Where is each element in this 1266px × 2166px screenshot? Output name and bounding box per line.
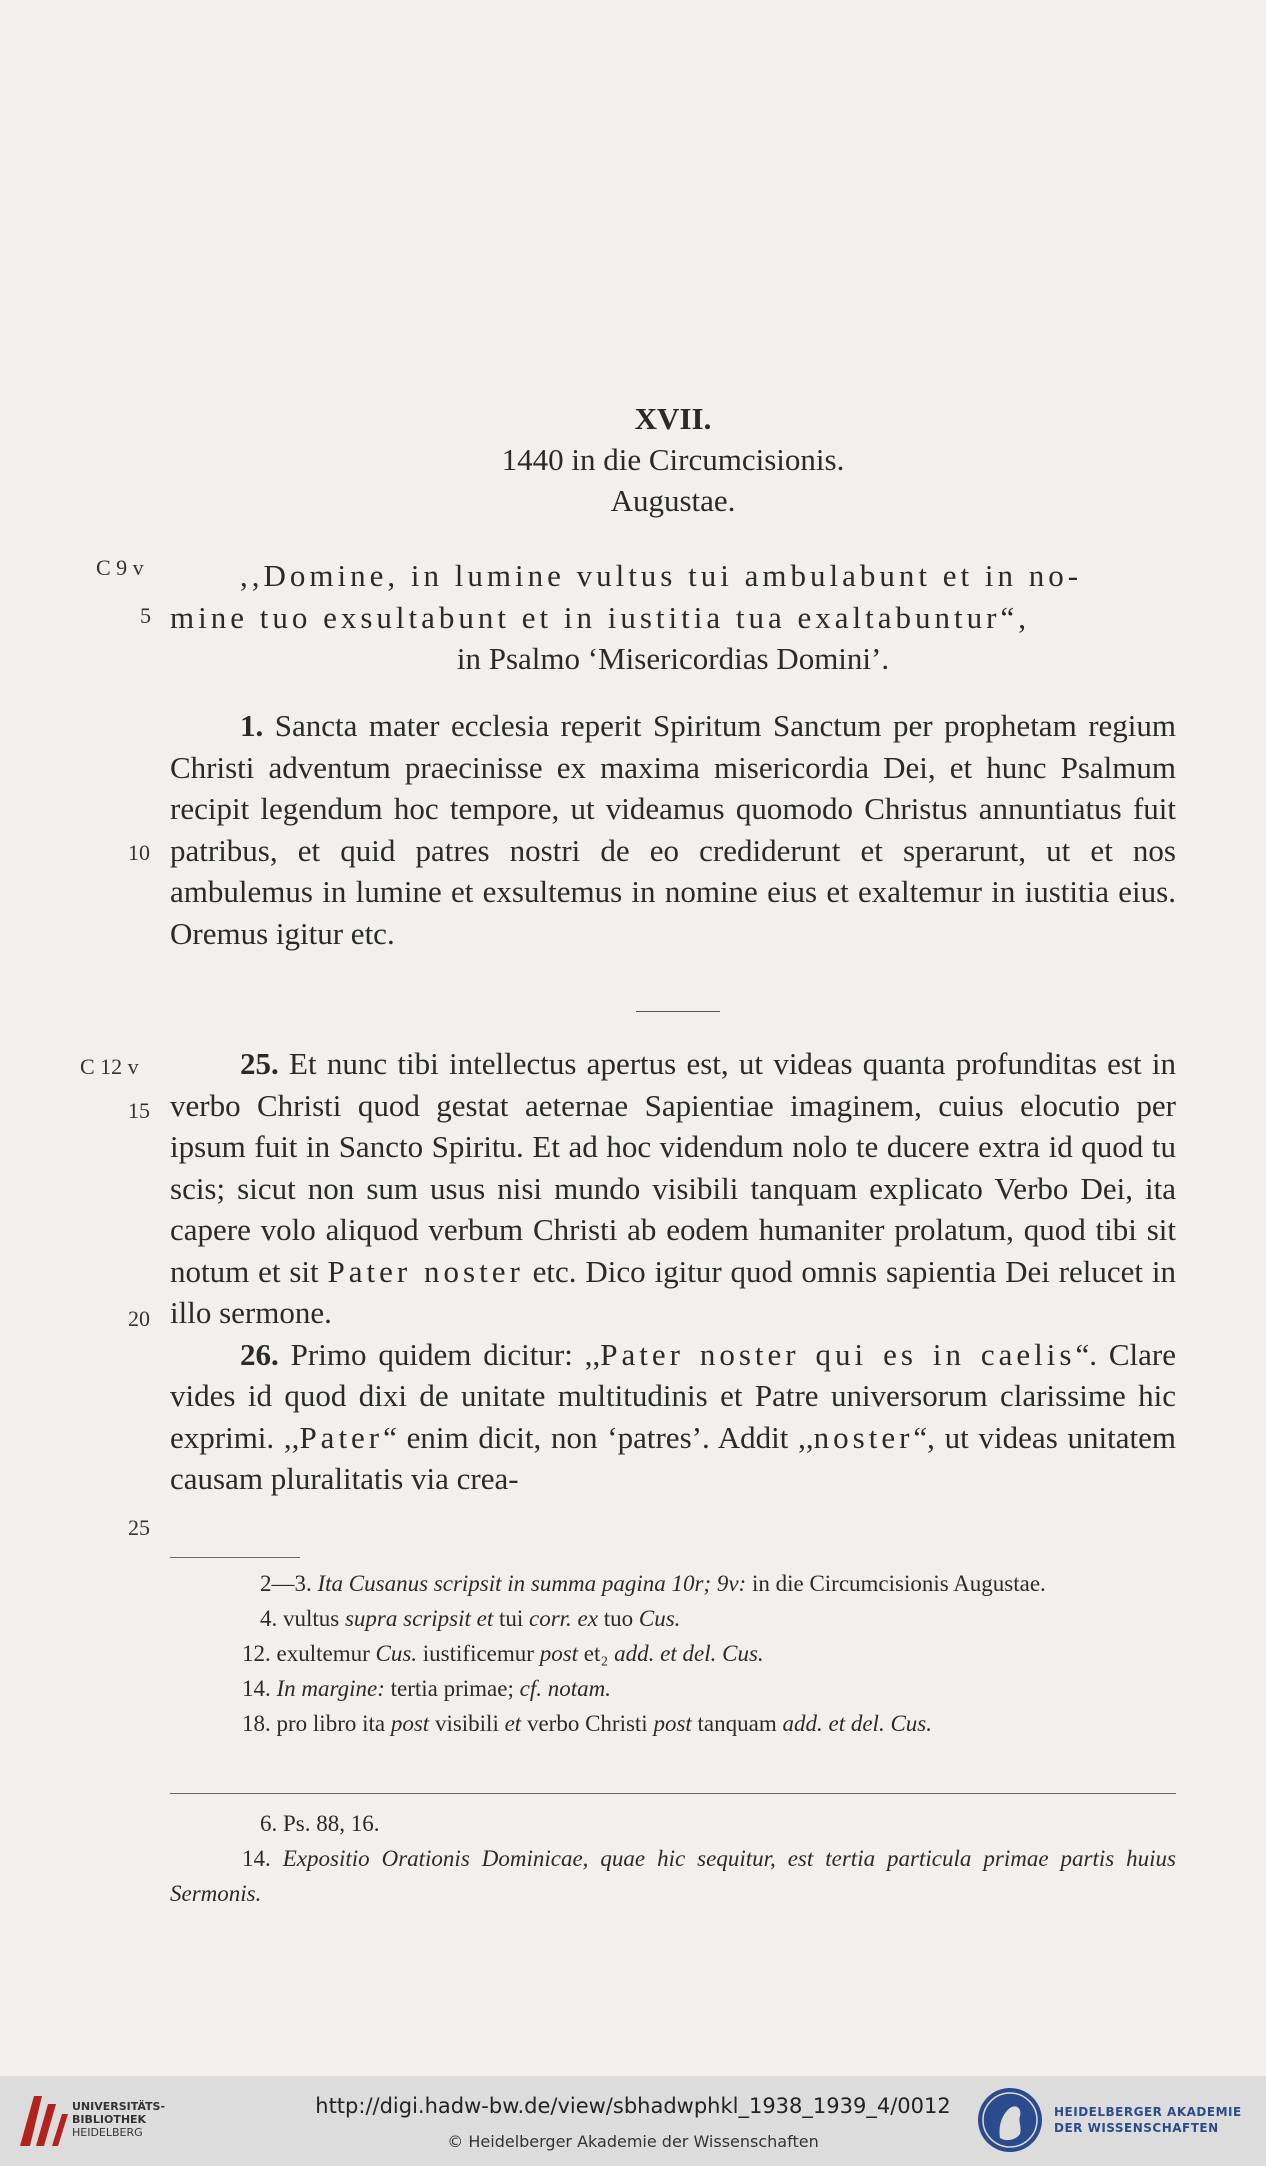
note-text: tertia primae; [390, 1676, 514, 1701]
margin-ref-c9v: C 9 v [96, 555, 144, 580]
paragraph-text: Primo quidem dicitur: ,, [290, 1336, 601, 1372]
margin-ref-c12v: C 12 v [80, 1054, 139, 1079]
note-italic: Cus. [375, 1641, 418, 1666]
ub-line: HEIDELBERG [72, 2126, 143, 2139]
paragraph-text: etc. Dico igitur quod omnis sapientia Dei relucet in illo sermone. [170, 1253, 1176, 1330]
note-text: tui [498, 1606, 524, 1631]
note-label: 2—3. [260, 1571, 312, 1596]
note-italic: Cus. [638, 1606, 681, 1631]
line-number-5: 5 [140, 603, 151, 628]
note-italic: Expositio Orationis Dominicae, quae hic sequitur, est tertia particula primae partis huius Sermonis. [170, 1846, 1177, 1906]
note-line [170, 1636, 1176, 1671]
spaced-phrase: Pater noster qui es in caelis [600, 1336, 1076, 1372]
paragraph-text: Sancta mater ecclesia reperit Spiritum Sanctum per prophetam regium Christi adventum praecinisse ex maxima misericordia Dei, et hunc Psalmum recipit legendum hoc tempore, ut videamus quomodo Christus annuntiatus fuit patribus, et quid patres nostri de eo crediderunt et sperarunt, ut et nos ambulemus in lumine et exsultemus in nomine eius et exaltemur in iustitia eius. Oremus igitur etc. [170, 708, 1176, 951]
section-heading [170, 398, 1176, 521]
note-line [170, 1566, 1176, 1601]
theme-quotation [170, 555, 1176, 680]
note-label: 14. [242, 1846, 271, 1871]
document-url-link[interactable]: http://digi.hadw-bw.de/view/sbhadwphkl_1938_1939_4/0012 [315, 2094, 951, 2118]
section-number: XVII. [634, 401, 712, 436]
section-place: Augustae. [610, 483, 736, 518]
note-italic: post [653, 1711, 692, 1736]
line-number-15: 15 [128, 1098, 150, 1123]
note-line [170, 1601, 1176, 1636]
paragraph-25-26 [170, 1043, 1176, 1500]
note-text: tanquam [697, 1711, 777, 1736]
academy-line: DER WISSENSCHAFTEN [1054, 2121, 1219, 2135]
viewer-footer [0, 2076, 1266, 2166]
note-label: 14. [242, 1676, 271, 1701]
note-text: iustificemur [422, 1641, 534, 1666]
theme-line-1: ,,Domine, in lumine vultus tui ambulabunt et in no- [240, 558, 1083, 593]
note-italic: corr. ex [529, 1606, 598, 1631]
note-line [170, 1671, 1176, 1706]
line-number-25: 25 [128, 1515, 150, 1540]
paragraph-number: 1. [240, 708, 264, 743]
note-label: 18. pro libro ita [242, 1711, 386, 1736]
note-italic: Ita Cusanus scripsit in summa pagina 10r; 9v: [317, 1571, 747, 1596]
paragraph-number: 26. [240, 1336, 279, 1372]
academy-seal-icon [976, 2086, 1044, 2154]
note-italic: supra scripsit et [344, 1606, 494, 1631]
note-italic: post [539, 1641, 579, 1666]
line-number-20: 20 [128, 1306, 150, 1331]
spaced-phrase: Pater [299, 1419, 384, 1455]
note-line: 6. Ps. 88, 16. [260, 1811, 380, 1836]
ub-line: UNIVERSITÄTS- [72, 2100, 166, 2113]
paragraph-text: Et nunc tibi intellectus apertus est, ut videas quanta profunditas est in verbo Christi quod gestat aeternae Sapientiae imaginem, cuius elocutio per ipsum fuit in Sancto Spiritu. Et ad hoc videndum nolo te ducere extra id quod tu scis; sicut non sum usus nisi mundo visibili tanquam explicato Verbo Dei, ita capere volo aliquod verbum Christi ab eodem humaniter prolatum, quod tibi sit notum et sit [170, 1046, 1176, 1289]
note-label: 4. vultus [260, 1606, 340, 1631]
note-text: verbo Christi [526, 1711, 648, 1736]
note-text: et₂ [583, 1641, 609, 1666]
academy-line: HEIDELBERGER AKADEMIE [1054, 2105, 1242, 2119]
academy-name [1054, 2104, 1242, 2136]
note-italic: et [504, 1711, 522, 1736]
paragraph-text: “, ut videas unitatem causam pluralitatis via crea- [170, 1419, 1176, 1496]
line-number-10: 10 [128, 840, 150, 865]
note-text: tuo [603, 1606, 634, 1631]
source-notes [170, 1806, 1176, 1911]
theme-line-3: in Psalmo ‘Misericordias Domini’. [456, 641, 890, 676]
section-date: 1440 in die Circumcisionis. [501, 442, 845, 477]
ub-line: BIBLIOTHEK [72, 2113, 147, 2126]
note-italic: In margine: [276, 1676, 385, 1701]
theme-line-2: mine tuo exsultabunt et in iustitia tua exaltabuntur“, [170, 599, 1030, 635]
paragraph-text: “. Clare vides id quod dixi de unitate multitudinis et Patre universorum clarissime hic exprimi. ,, [170, 1336, 1176, 1455]
paragraph-text: “ enim dicit, non ‘patres’. Addit ,, [383, 1419, 814, 1455]
paragraph-1 [170, 705, 1176, 954]
footnote-rule [170, 1557, 300, 1558]
spaced-phrase: Pater noster [327, 1253, 524, 1289]
footnote-rule-full [170, 1793, 1176, 1794]
note-label: 12. exultemur [242, 1641, 370, 1666]
note-italic: cf. notam. [519, 1676, 611, 1701]
section-divider [636, 1011, 720, 1012]
critical-apparatus [170, 1566, 1176, 1741]
paragraph-number: 25. [240, 1046, 279, 1081]
note-text: visibili [434, 1711, 499, 1736]
spaced-phrase: noster [813, 1419, 914, 1455]
note-italic: post [390, 1711, 430, 1736]
note-italic: add. et del. Cus. [782, 1711, 932, 1736]
note-text: in die Circumcisionis Augustae. [751, 1571, 1046, 1596]
copyright-notice: © Heidelberger Akademie der Wissenschaften [447, 2132, 819, 2151]
note-line [170, 1706, 1176, 1741]
note-line [170, 1841, 1176, 1911]
note-italic: add. et del. Cus. [614, 1641, 764, 1666]
